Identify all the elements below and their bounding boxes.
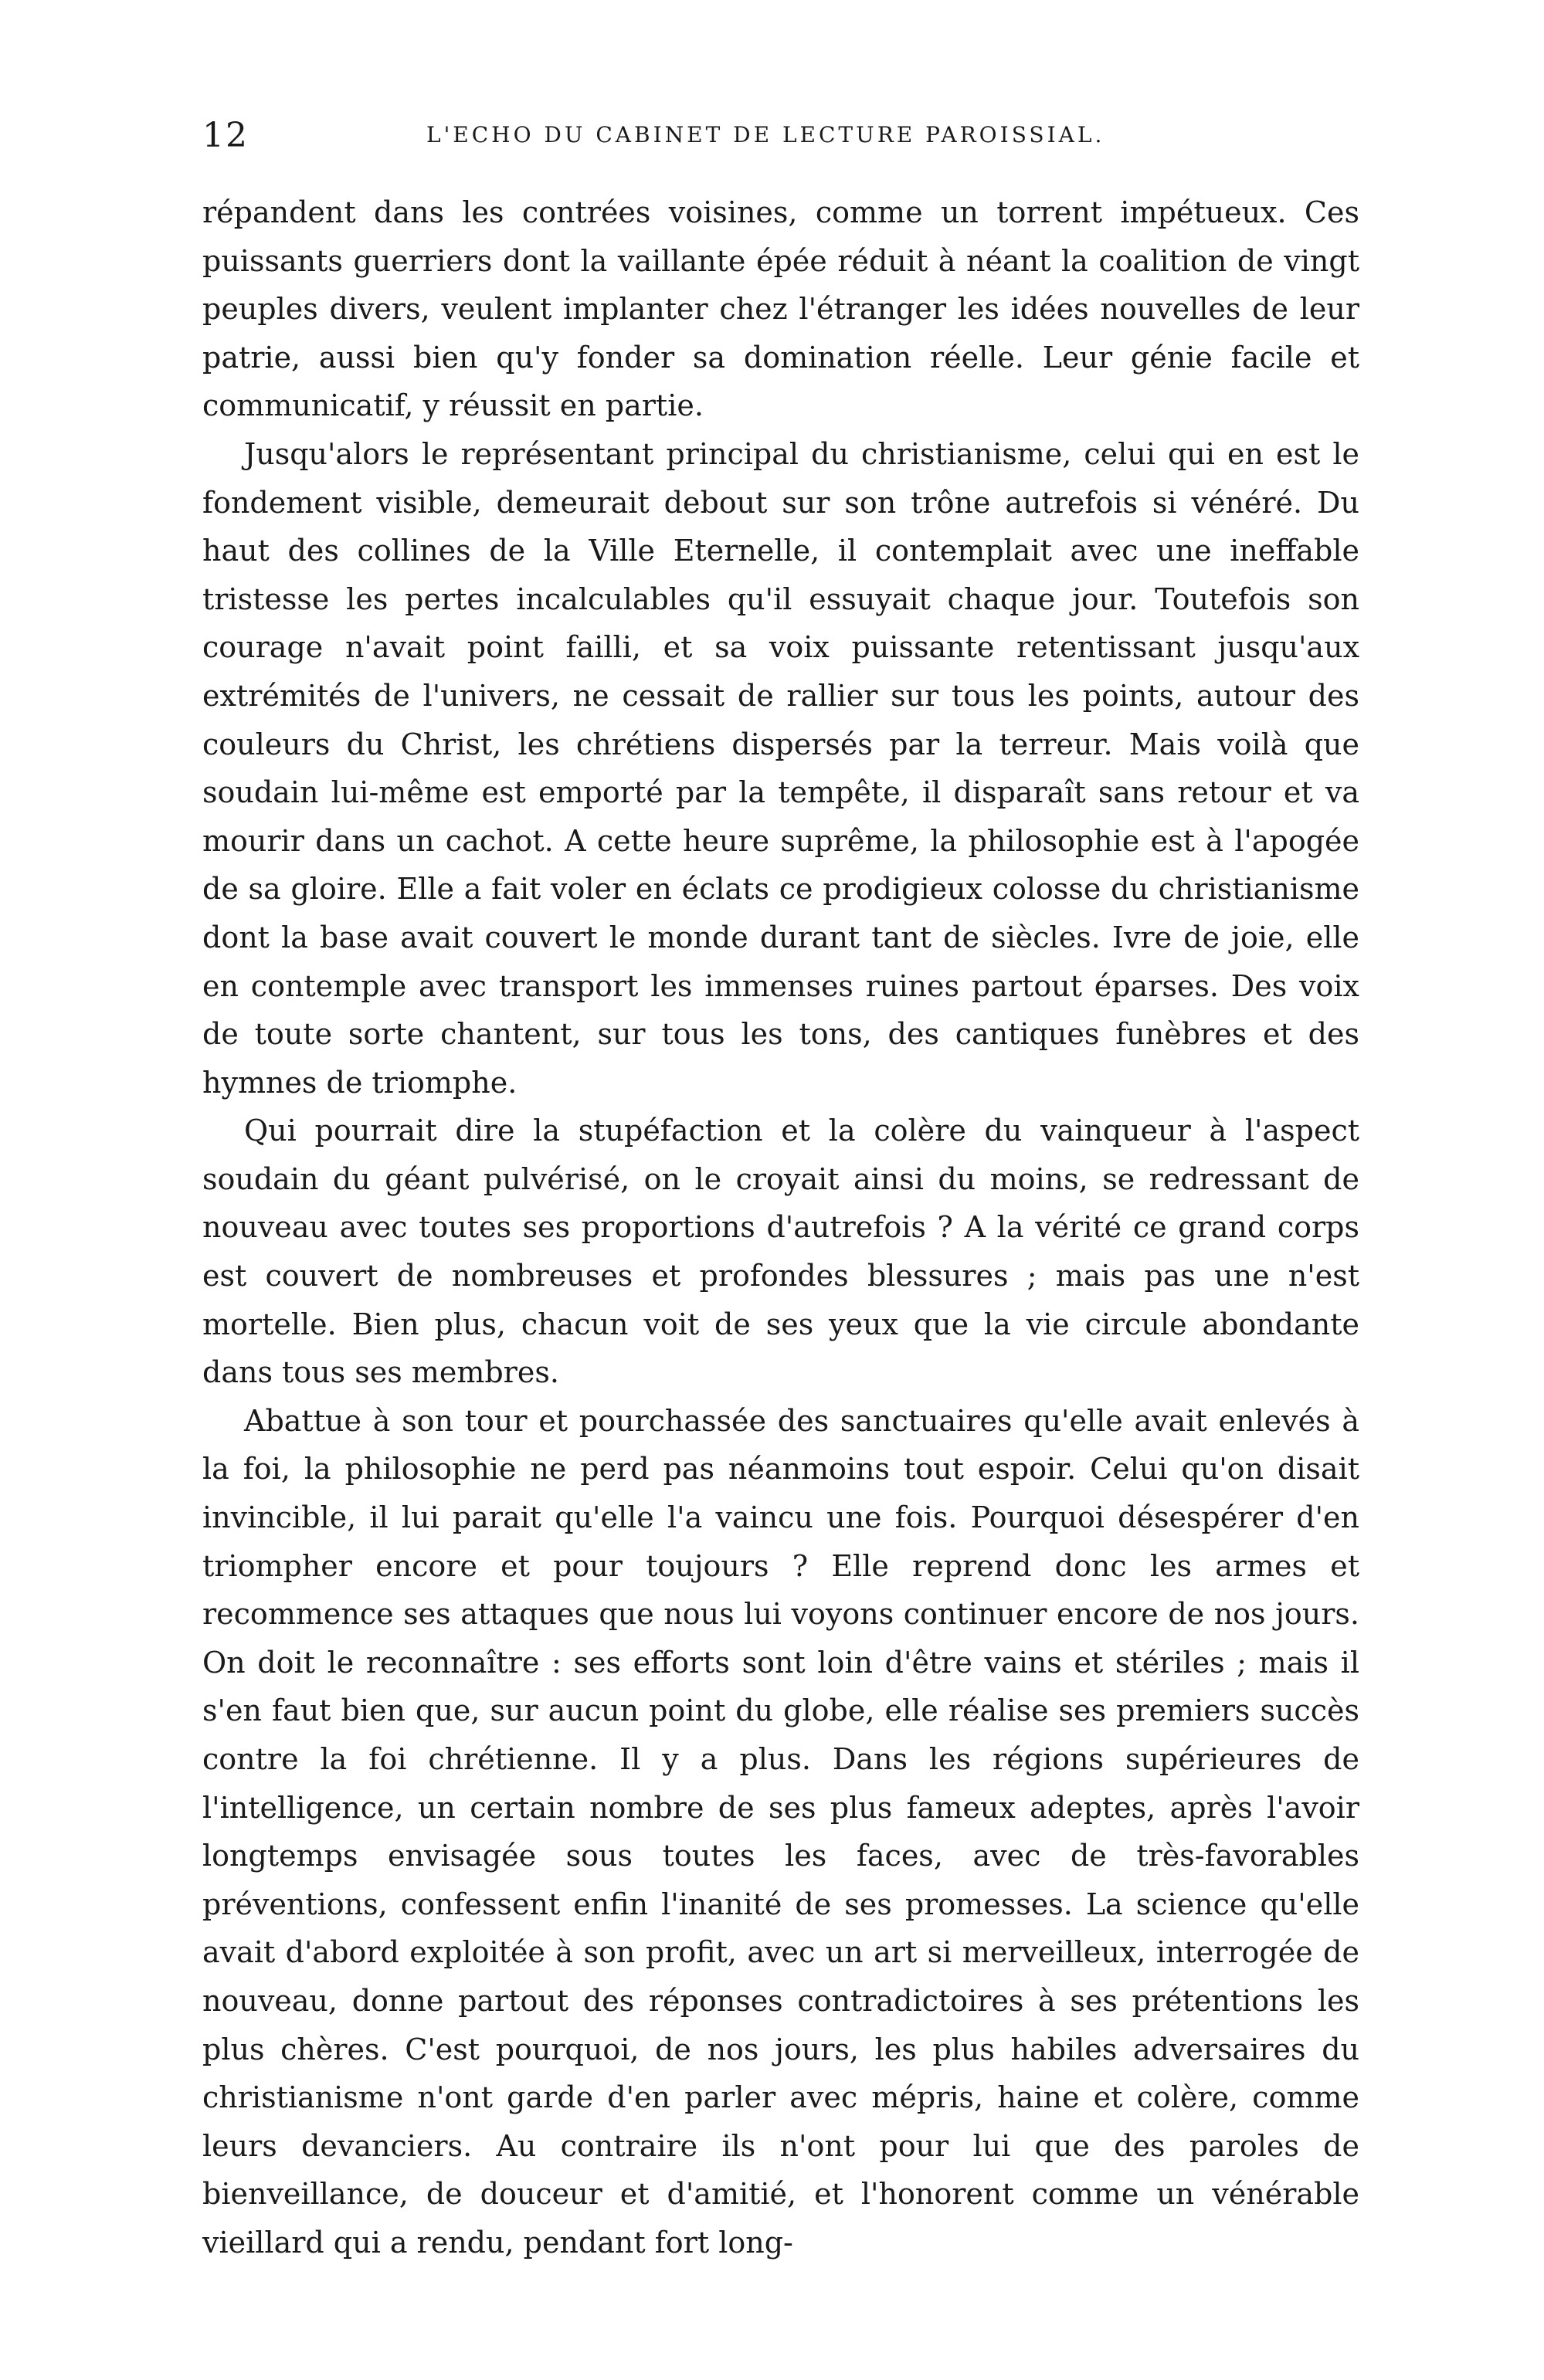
- paragraph: répandent dans les contrées voisines, comme un torrent impétueux. Ces puissants guerriers dont la vaillante épée réduit à néant la coalition de vingt peuples divers, veulent implanter chez l'étranger les idées nouvelles de leur patrie, aussi bien qu'y fonder sa domination réelle. Leur génie facile et communicatif, y réussit en partie.: [202, 195, 1359, 423]
- paragraph: Abattue à son tour et pourchassée des sanctuaires qu'elle avait enlevés à la foi, la philosophie ne perd pas néanmoins tout espoir. Celui qu'on disait invincible, il lui parait qu'elle l'a vaincu une fois. Pourquoi désespérer d'en triompher encore et pour toujours ? Elle reprend donc les armes et recommence ses attaques que nous lui voyons continuer encore de nos jours. On doit le reconnaître : ses efforts sont loin d'être vains et stériles ; mais il s'en faut bien que, sur aucun point du globe, elle réalise ses premiers succès contre la foi chrétienne. Il y a plus. Dans les régions supérieures de l'intelligence, un certain nombre de ses plus fameux adeptes, après l'avoir longtemps envisagée sous toutes les faces, avec de très-favorables préventions, confessent enfin l'inanité de ses promesses. La science qu'elle avait d'abord exploitée à son profit, avec un art si merveilleux, interrogée de nouveau, donne partout des réponses contradictoires à ses prétentions les plus chères. C'est pourquoi, de nos jours, les plus habiles adversaires du christianisme n'ont garde d'en parler avec mépris, haine et colère, comme leurs devanciers. Au contraire ils n'ont pour lui que des paroles de bienveillance, de douceur et d'amitié, et l'honorent comme un vénérable vieillard qui a rendu, pendant fort long-: [202, 1403, 1359, 2260]
- page-number: 12: [202, 116, 249, 155]
- paragraph: Qui pourrait dire la stupéfaction et la colère du vainqueur à l'aspect soudain du géant pulvérisé, on le croyait ainsi du moins, se redressant de nouveau avec toutes ses proportions d'autrefois ? A la vérité ce grand corps est couvert de nombreuses et profondes blessures ; mais pas une n'est mortelle. Bien plus, chacun voit de ses yeux que la vie circule abondante dans tous ses membres.: [202, 1114, 1359, 1390]
- book-page: [202, 116, 1359, 2267]
- body-text: [202, 188, 1359, 2267]
- running-title: L'ECHO DU CABINET DE LECTURE PAROISSIAL.: [426, 122, 1105, 147]
- paragraph: Jusqu'alors le représentant principal du christianisme, celui qui en est le fondement visible, demeurait debout sur son trône autrefois si vénéré. Du haut des collines de la Ville Eternelle, il contemplait avec une ineffable tristesse les pertes incalculables qu'il essuyait chaque jour. Toutefois son courage n'avait point failli, et sa voix puissante retentissant jusqu'aux extrémités de l'univers, ne cessait de rallier sur tous les points, autour des couleurs du Christ, les chrétiens dispersés par la terreur. Mais voilà que soudain lui-même est emporté par la tempête, il disparaît sans retour et va mourir dans un cachot. A cette heure suprême, la philosophie est à l'apogée de sa gloire. Elle a fait voler en éclats ce prodigieux colosse du christianisme dont la base avait couvert le monde durant tant de siècles. Ivre de joie, elle en contemple avec transport les immenses ruines partout éparses. Des voix de toute sorte chantent, sur tous les tons, des cantiques funèbres et des hymnes de triomphe.: [202, 436, 1359, 1100]
- running-head: [202, 116, 1359, 162]
